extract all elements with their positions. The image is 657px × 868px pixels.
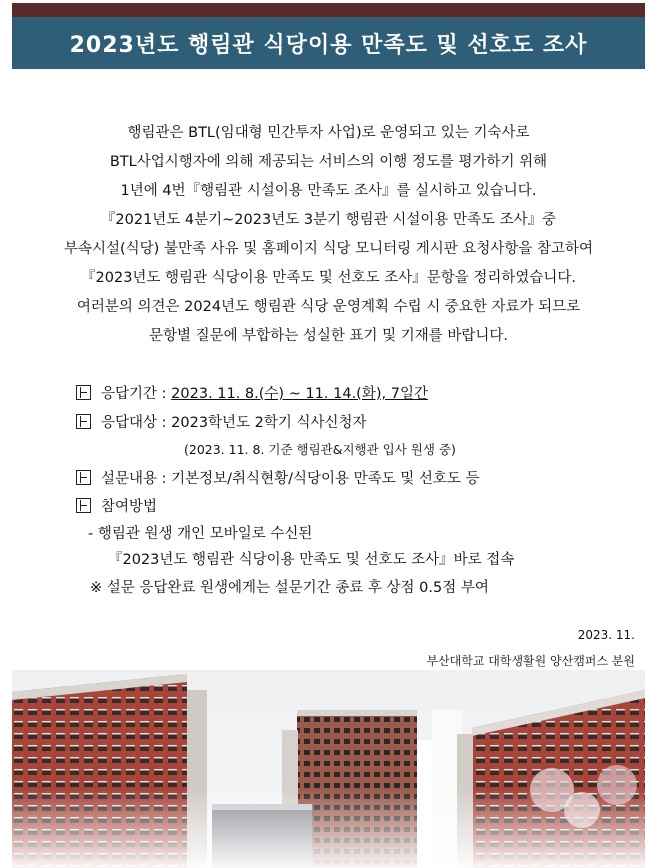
target-value: 2023학년도 2학기 식사신청자: [171, 415, 367, 431]
method-line-2: 『2023년도 행림관 식당이용 만족도 및 선호도 조사』바로 접속: [108, 552, 515, 568]
intro-paragraph: [0, 119, 657, 351]
content-label: 설문내용 :: [101, 471, 172, 487]
intro-line: 1년에 4번『행림관 시설이용 만족도 조사』를 실시하고 있습니다.: [120, 183, 537, 199]
box-bullet-icon: [76, 470, 91, 485]
intro-line: BTL사업시행자에 의해 제공되는 서비스의 이행 정도를 평가하기 위해: [109, 154, 548, 170]
intro-line: 부속시설(식당) 불만족 사유 및 홈페이지 식당 모니터링 게시판 요청사항을 참고하여: [63, 241, 594, 257]
period-label: 응답기간 :: [101, 386, 172, 402]
method-row: [76, 497, 157, 517]
period-row: [76, 384, 428, 404]
intro-line: 『2021년도 4분기~2023년도 3분기 행림관 시설이용 만족도 조사』중: [100, 212, 557, 228]
intro-line: 여러분의 의견은 2024년도 행림관 식당 운영계획 수립 시 중요한 자료가 되므로: [76, 299, 581, 315]
intro-line: 『2023년도 행림관 식당이용 만족도 및 선호도 조사』문항을 정리하였습니다.: [81, 270, 576, 286]
intro-line: 문항별 질문에 부합하는 성실한 표기 및 기재를 바랍니다.: [148, 328, 509, 344]
box-bullet-icon: [76, 385, 91, 400]
intro-line: 행림관은 BTL(임대형 민간투자 사업)로 운영되고 있는 기숙사로: [127, 125, 530, 141]
target-row: [76, 413, 367, 433]
method-label: 참여방법: [101, 499, 158, 515]
target-note: (2023. 11. 8. 기준 행림관&지행관 입사 원생 중): [184, 442, 456, 457]
content-value: 기본정보/취식현황/식당이용 만족도 및 선호도 등: [171, 471, 480, 487]
content-row: [76, 469, 480, 489]
page-title: 2023년도 행림관 식당이용 만족도 및 선호도 조사: [69, 32, 588, 58]
period-value: 2023. 11. 8.(수) ~ 11. 14.(화), 7일간: [171, 386, 428, 402]
method-note: ※ 설문 응답완료 원생에게는 설문기간 종료 후 상점 0.5점 부여: [90, 580, 489, 596]
target-label: 응답대상 :: [101, 415, 172, 431]
title-banner: [12, 17, 645, 69]
organization-name: 부산대학교 대학생활원 양산캠퍼스 분원: [426, 654, 635, 668]
issue-date: 2023. 11.: [577, 628, 635, 642]
top-accent-strip: [12, 3, 645, 17]
dormitory-photo: [12, 670, 645, 868]
method-line-1: - 행림관 원생 개인 모바일로 수신된: [88, 526, 313, 542]
box-bullet-icon: [76, 414, 91, 429]
box-bullet-icon: [76, 498, 91, 513]
